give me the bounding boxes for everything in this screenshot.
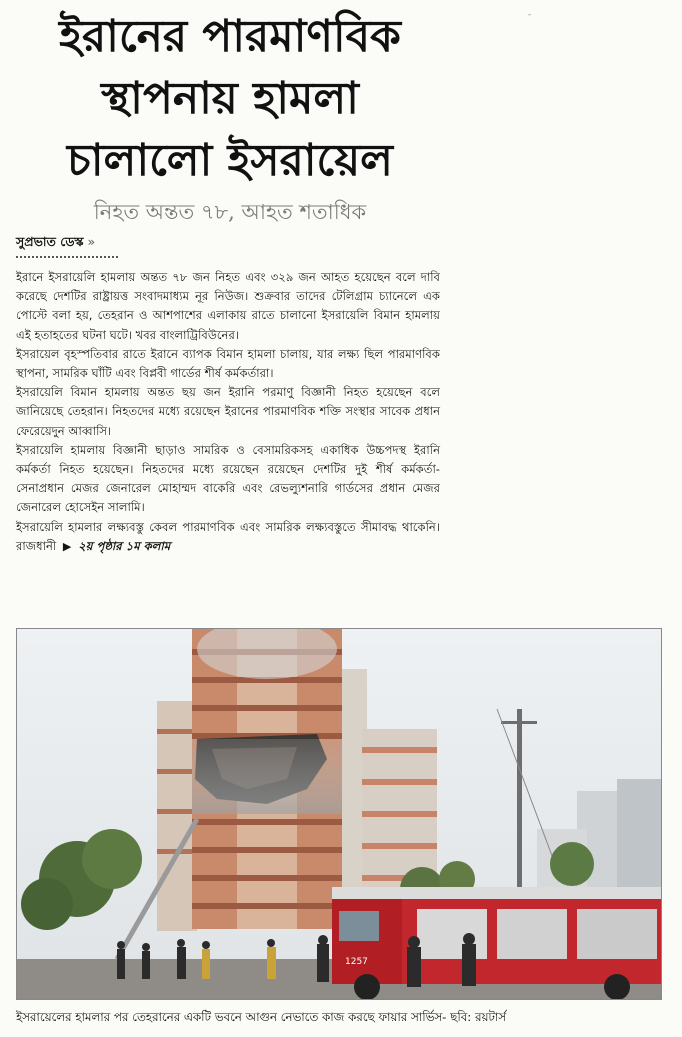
- byline: [16, 234, 95, 254]
- article-body: [16, 268, 440, 556]
- truck-number: 1257: [345, 957, 368, 967]
- corner-mark: -: [528, 10, 532, 20]
- paragraph-last: [16, 518, 440, 556]
- paragraph: ইসরায়েলি বিমান হামলায় অন্তত ছয় জন ইরানি পরমাণু বিজ্ঞানী নিহত হয়েছেন বলে জানিয়েছে তেহরান। নিহতদের মধ্যে রয়েছেন ইরানের পারমাণবিক শক্তি সংস্থার সাবেক প্রধান ফেরেয়েদুন আব্বাসি।: [16, 385, 440, 438]
- continuation-reference[interactable]: ২য় পৃষ্ঠার ১ম কলাম: [78, 538, 171, 553]
- byline-divider: [16, 256, 118, 258]
- fire-truck: [332, 887, 662, 1000]
- continuation-arrow-icon: ▶: [62, 539, 72, 553]
- headline-line: ইরানের পারমাণবিক: [59, 11, 401, 62]
- paragraph: ইসরায়েলি হামলায় বিজ্ঞানী ছাড়াও সামরিক ও বেসামরিকসহ একাধিক উচ্চপদস্থ ইরানি কর্মকর্তা নিহত হয়েছেন। নিহতদের মধ্যে রয়েছেন রয়েছেন দেশটির দুই শীর্ষ কর্মকর্তা- সেনাপ্রধান মেজর জেনারেল মোহাম্মদ বাকেরি এবং রেভল্যুশনারি গার্ডসের প্রধান মেজর জেনারেল হোসেইন সালামি।: [16, 442, 440, 515]
- photo-caption: ইসরায়েলের হামলার পর তেহরানের একটি ভবনে আগুন নেভাতে কাজ করছে ফায়ার সার্ভিস- ছবি: রয়টার্স: [16, 1010, 507, 1024]
- headline-line: চালালো ইসরায়েল: [67, 135, 393, 186]
- paragraph: ইসরায়েল বৃহস্পতিবার রাতে ইরানে ব্যাপক বিমান হামলা চালায়, যার লক্ষ্য ছিল পারমাণবিক স্থাপনা, সামরিক ঘাঁটি এবং বিপ্লবী গার্ডের শীর্ষ কর্মকর্তারা।: [16, 346, 440, 381]
- news-photo: [16, 628, 662, 1000]
- paragraph: ইরানে ইসরায়েলি হামলায় অন্তত ৭৮ জন নিহত এবং ৩২৯ জন আহত হয়েছেন বলে দাবি করেছে দেশটির রাষ্ট্রায়ত্ত সংবাদমাধ্যম নূর নিউজ। শুক্রবার তাদের টেলিগ্রাম চ্যানেলে এক পোস্টে বলা হয়, তেহরান ও আশপাশের এলাকায় রাতে চালানো ইসরায়েলি বিমান হামলায় এই হতাহতের ঘটনা ঘটে। খবর বাংলাট্রিবিউনের।: [16, 270, 440, 342]
- headline: [0, 6, 460, 192]
- byline-arrow-icon: »: [87, 234, 96, 249]
- byline-text: সুপ্রভাত ডেস্ক: [16, 234, 84, 249]
- subheadline: নিহত অন্তত ৭৮, আহত শতাধিক: [93, 200, 367, 224]
- left-building: [157, 701, 197, 931]
- paragraph-text: ইসরায়েলি হামলার লক্ষ্যবস্তু কেবল পারমাণবিক এবং সামরিক লক্ষ্যবস্তুতে সীমাবদ্ধ থাকেনি। রাজধানী: [16, 519, 440, 553]
- photo-illustration: [17, 629, 662, 1000]
- headline-line: স্থাপনায় হামলা: [101, 73, 359, 124]
